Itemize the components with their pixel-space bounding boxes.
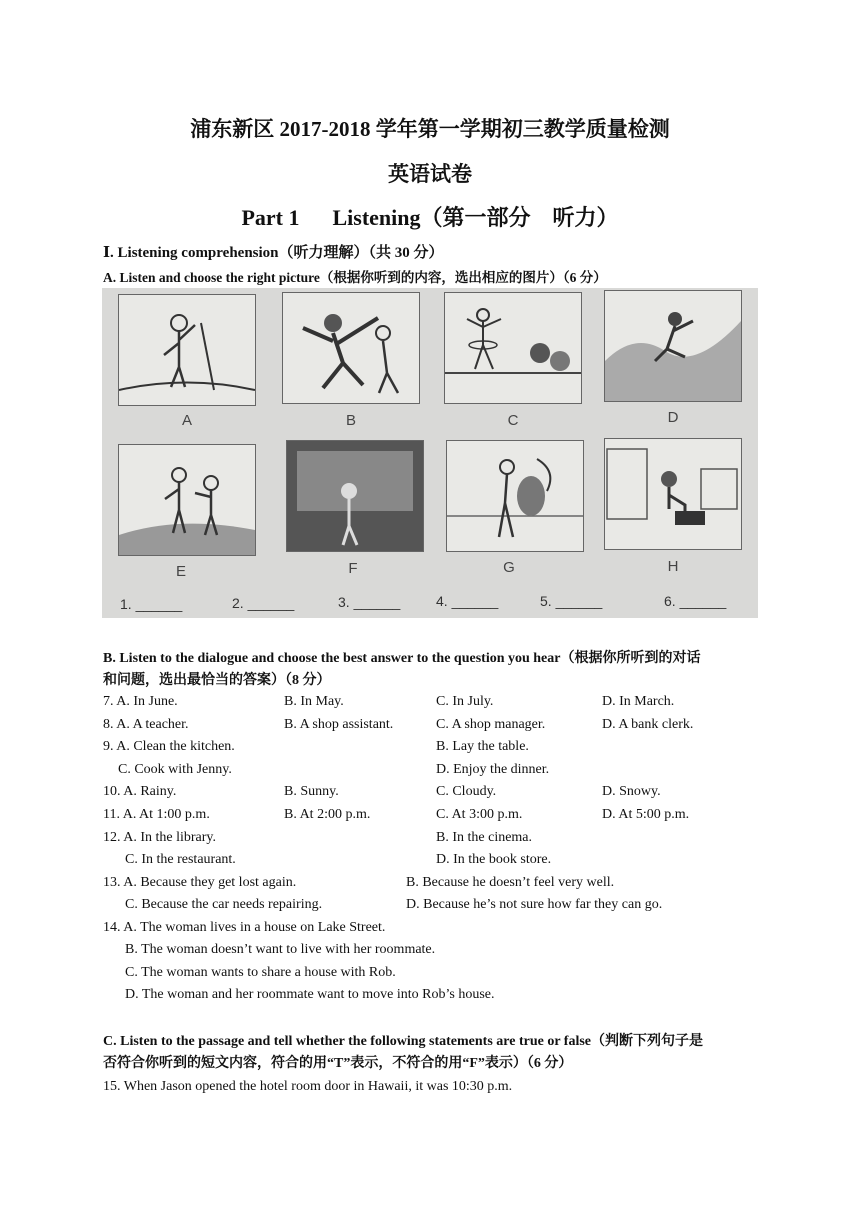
question-14-c [103,965,783,987]
question-7 [103,694,783,716]
question-14-b [103,942,783,964]
answer-blank-6[interactable]: 6. ______ [664,593,727,609]
label-c: C [507,412,519,429]
q14-option-b[interactable]: B. The woman doesn’t want to live with her roommate. [125,942,436,957]
question-13-cont [103,897,783,919]
question-13 [103,875,783,897]
label-g: G [503,559,515,576]
part-b-instruction-line1: B. Listen to the dialogue and choose the best answer to the question you hear（根据你所听到的对话 [103,651,701,666]
label-a: A [181,412,192,429]
q12-option-b[interactable]: B. In the cinema. [436,830,533,845]
q9-option-a[interactable]: 9. A. Clean the kitchen. [103,739,235,754]
picture-d [604,290,742,402]
answer-blank-1[interactable]: 1. ______ [120,596,183,612]
q9-option-d[interactable]: D. Enjoy the dinner. [436,762,550,777]
q11-option-a[interactable]: 11. A. At 1:00 p.m. [103,807,210,822]
picture-h [604,438,742,550]
picture-c [444,292,582,404]
question-15 [103,1079,783,1101]
picture-f [286,440,424,552]
question-12-cont [103,852,783,874]
q13-option-b[interactable]: B. Because he doesn’t feel very well. [406,875,615,890]
part-c-instruction-line1: C. Listen to the passage and tell whether the following statements are true or false（判断下列句子是 [103,1034,704,1049]
question-14 [103,920,783,942]
q8-option-c[interactable]: C. A shop manager. [436,717,546,732]
label-b: B [345,412,356,429]
q9-option-b[interactable]: B. Lay the table. [436,739,529,754]
picture-b [282,292,420,404]
answer-blank-2[interactable]: 2. ______ [232,595,295,611]
q14-option-d[interactable]: D. The woman and her roommate want to move into Rob’s house. [125,987,495,1002]
label-d: D [667,409,679,426]
picture-e [118,444,256,556]
answer-blank-5[interactable]: 5. ______ [540,593,603,609]
q14-option-a[interactable]: 14. A. The woman lives in a house on Lake Street. [103,920,386,935]
q7-option-c[interactable]: C. In July. [436,694,494,709]
picture-a [118,294,256,406]
part-a-instruction: A. Listen and choose the right picture（根据你听到的内容，选出相应的图片）（6 分） [103,270,607,285]
q7-option-a[interactable]: 7. A. In June. [103,694,178,709]
q12-option-d[interactable]: D. In the book store. [436,852,552,867]
exam-subtitle: 英语试卷 [388,162,472,186]
label-f: F [348,560,358,577]
q8-option-d[interactable]: D. A bank clerk. [602,717,694,732]
label-h: H [667,558,679,575]
question-11 [103,807,783,829]
q7-option-b[interactable]: B. In May. [284,694,344,709]
picture-panel [102,288,758,618]
answer-blank-3[interactable]: 3. ______ [338,594,401,610]
part-c-instruction [103,1031,763,1075]
picture-g [446,440,584,552]
q11-option-d[interactable]: D. At 5:00 p.m. [602,807,690,822]
q11-option-c[interactable]: C. At 3:00 p.m. [436,807,523,822]
q10-option-c[interactable]: C. Cloudy. [436,784,497,799]
part-b-instruction [103,648,763,692]
q13-option-a[interactable]: 13. A. Because they get lost again. [103,875,297,890]
q13-option-d[interactable]: D. Because he’s not sure how far they can go. [406,897,663,912]
answer-blank-4[interactable]: 4. ______ [436,593,499,609]
q10-option-b[interactable]: B. Sunny. [284,784,339,799]
question-9 [103,739,783,761]
question-9-cont [103,762,783,784]
q15-statement: 15. When Jason opened the hotel room door in Hawaii, it was 10:30 p.m. [103,1079,513,1094]
question-12 [103,830,783,852]
exam-title: 浦东新区 2017-2018 学年第一学期初三教学质量检测 [190,117,670,141]
q8-option-b[interactable]: B. A shop assistant. [284,717,394,732]
q9-option-c[interactable]: C. Cook with Jenny. [118,762,232,777]
question-8 [103,717,783,739]
q14-option-c[interactable]: C. The woman wants to share a house with Rob. [125,965,396,980]
question-10 [103,784,783,806]
q7-option-d[interactable]: D. In March. [602,694,675,709]
part-heading: Part 1 Listening（第一部分 听力） [241,205,619,230]
q8-option-a[interactable]: 8. A. A teacher. [103,717,189,732]
section-heading: Ⅰ. Listening comprehension（听力理解）（共 30 分） [103,245,444,261]
q11-option-b[interactable]: B. At 2:00 p.m. [284,807,371,822]
q10-option-d[interactable]: D. Snowy. [602,784,661,799]
q12-option-c[interactable]: C. In the restaurant. [125,852,236,867]
part-c-instruction-line2: 否符合你听到的短文内容，符合的用“T”表示，不符合的用“F”表示）（6 分） [103,1056,573,1071]
question-14-d [103,987,783,1009]
q10-option-a[interactable]: 10. A. Rainy. [103,784,177,799]
q13-option-c[interactable]: C. Because the car needs repairing. [125,897,323,912]
part-b-instruction-line2: 和问题，选出最恰当的答案）（8 分） [103,673,331,688]
label-e: E [175,563,186,580]
q12-option-a[interactable]: 12. A. In the library. [103,830,217,845]
